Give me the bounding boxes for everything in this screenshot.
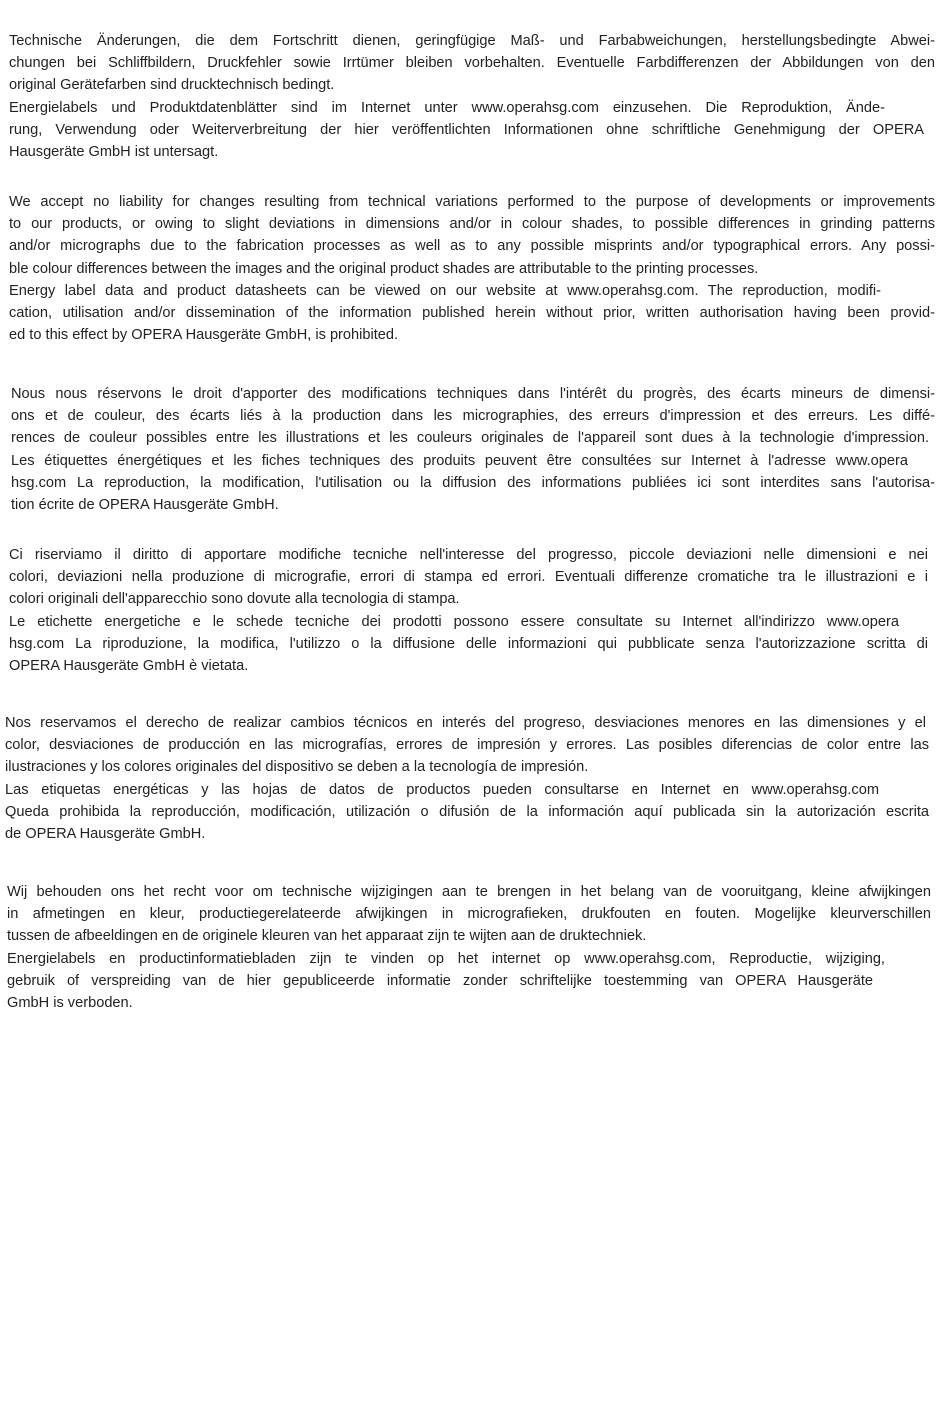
- text-line: tussen de afbeeldingen en de originele kleuren van het apparaat zijn te wijten aan de druktechniek.: [7, 928, 647, 945]
- text-line: Las etiquetas energéticas y las hojas de datos de productos pueden consultarse en Internet en www.operahsg.com: [5, 781, 879, 798]
- text-line: GmbH is verboden.: [7, 995, 133, 1012]
- disclaimer-paragraph: [5, 712, 929, 845]
- text-line: color, desviaciones de producción en las micrografías, errores de impresión y errores. Las posibles diferencias de color entre las: [5, 737, 929, 754]
- text-line: hsg.com La reproduction, la modification, l'utilisation ou la diffusion des informations publiées ici sont interdites sans l'autorisa-: [11, 474, 935, 491]
- text-line: Hausgeräte GmbH ist untersagt.: [9, 144, 219, 161]
- text-line: OPERA Hausgeräte GmbH è vietata.: [9, 658, 249, 675]
- disclaimer-spanish: [5, 712, 929, 845]
- disclaimer-paragraph: [9, 30, 935, 163]
- text-line: Technische Änderungen, die dem Fortschritt dienen, geringfügige Maß- und Farbabweichungen, herstellungsbedingte Abwei-: [9, 33, 935, 49]
- text-line: Queda prohibida la reproducción, modificación, utilización o difusión de la información aquí publicada sin la autorización escrita: [5, 803, 929, 820]
- text-line: Nos reservamos el derecho de realizar cambios técnicos en interés del progreso, desviaciones menores en las dimensiones y el: [5, 715, 926, 731]
- text-line: in afmetingen en kleur, productiegerelateerde afwijkingen in micrografieken, drukfouten en fouten. Mogelijke kleurverschillen: [7, 906, 931, 923]
- text-line: de OPERA Hausgeräte GmbH.: [5, 826, 206, 843]
- disclaimer-english: [9, 191, 935, 346]
- text-line: original Gerätefarben sind drucktechnisch bedingt.: [9, 77, 335, 94]
- text-line: ons et de couleur, des écarts liés à la production dans les micrographies, des erreurs d'impression et des erreurs. Les diffé-: [11, 408, 935, 425]
- disclaimer-italian: [9, 544, 928, 677]
- text-line: We accept no liability for changes resulting from technical variations performed to the purpose of developments or improvements: [9, 194, 935, 210]
- text-line: gebruik of verspreiding van de hier gepubliceerde informatie zonder schriftelijke toestemming van OPERA Hausgeräte: [7, 972, 873, 989]
- text-line: Le etichette energetiche e le schede tecniche dei prodotti possono essere consultate su Internet all'indirizzo www.opera: [9, 613, 899, 630]
- disclaimer-paragraph: [7, 881, 931, 1014]
- text-line: ed to this effect by OPERA Hausgeräte GmbH, is prohibited.: [9, 327, 399, 344]
- text-line: Energy label data and product datasheets can be viewed on our website at www.operahsg.com. The reproduction, modifi-: [9, 282, 881, 299]
- text-line: colori originali dell'apparecchio sono dovute alla tecnologia di stampa.: [9, 591, 460, 608]
- text-line: rences de couleur possibles entre les illustrations et les couleurs originales de l'appareil sont dues à la technologie d'impression.: [11, 430, 929, 447]
- text-line: to our products, or owing to slight deviations in dimensions and/or in colour shades, to possible differences in grinding patterns: [9, 216, 935, 233]
- disclaimer-paragraph: [9, 544, 928, 677]
- text-line: colori, deviazioni nella produzione di micrografie, errori di stampa ed errori. Eventuali differenze cromatiche tra le illustrazioni e i: [9, 569, 928, 586]
- disclaimer-paragraph: [9, 191, 935, 346]
- text-line: Nous nous réservons le droit d'apporter des modifications techniques dans l'intérêt du progrès, des écarts mineurs de dimensi-: [11, 386, 935, 402]
- text-line: chungen bei Schliffbildern, Druckfehler sowie Irrtümer bleiben vorbehalten. Eventuelle Farbdifferenzen der Abbildungen von den: [9, 55, 935, 72]
- text-line: cation, utilisation and/or dissemination of the information published herein without prior, written authorisation having been provid-: [9, 305, 935, 322]
- disclaimer-paragraph: [11, 383, 935, 516]
- text-line: Les étiquettes énergétiques et les fiches techniques des produits peuvent être consultées sur Internet à l'adresse www.opera: [11, 452, 908, 469]
- text-line: Energielabels en productinformatiebladen zijn te vinden op het internet op www.operahsg.com, Reproductie, wijziging,: [7, 950, 885, 967]
- text-line: ilustraciones y los colores originales del dispositivo se deben a la tecnología de impresión.: [5, 759, 589, 776]
- disclaimer-dutch: [7, 881, 931, 1014]
- text-line: Wij behouden ons het recht voor om technische wijzigingen aan te brengen in het belang van de vooruitgang, kleine afwijkingen: [7, 884, 931, 900]
- disclaimer-french: [11, 383, 935, 516]
- disclaimer-german: [9, 30, 935, 163]
- text-line: Ci riserviamo il diritto di apportare modifiche tecniche nell'interesse del progresso, piccole deviazioni nelle dimensioni e nei: [9, 547, 928, 563]
- text-line: ble colour differences between the images and the original product shades are attributable to the printing processes.: [9, 260, 759, 277]
- text-line: and/or micrographs due to the fabrication processes as well as to any possible misprints and/or typographical errors. Any possi-: [9, 238, 935, 255]
- text-line: hsg.com La riproduzione, la modifica, l'utilizzo o la diffusione delle informazioni qui pubblicate senza l'autorizzazione scritta di: [9, 635, 928, 652]
- text-line: rung, Verwendung oder Weiterverbreitung der hier veröffentlichten Informationen ohne schriftliche Genehmigung der OPERA: [9, 121, 924, 138]
- text-line: tion écrite de OPERA Hausgeräte GmbH.: [11, 497, 279, 514]
- text-line: Energielabels und Produktdatenblätter sind im Internet unter www.operahsg.com einzusehen. Die Reproduktion, Ände-: [9, 99, 885, 116]
